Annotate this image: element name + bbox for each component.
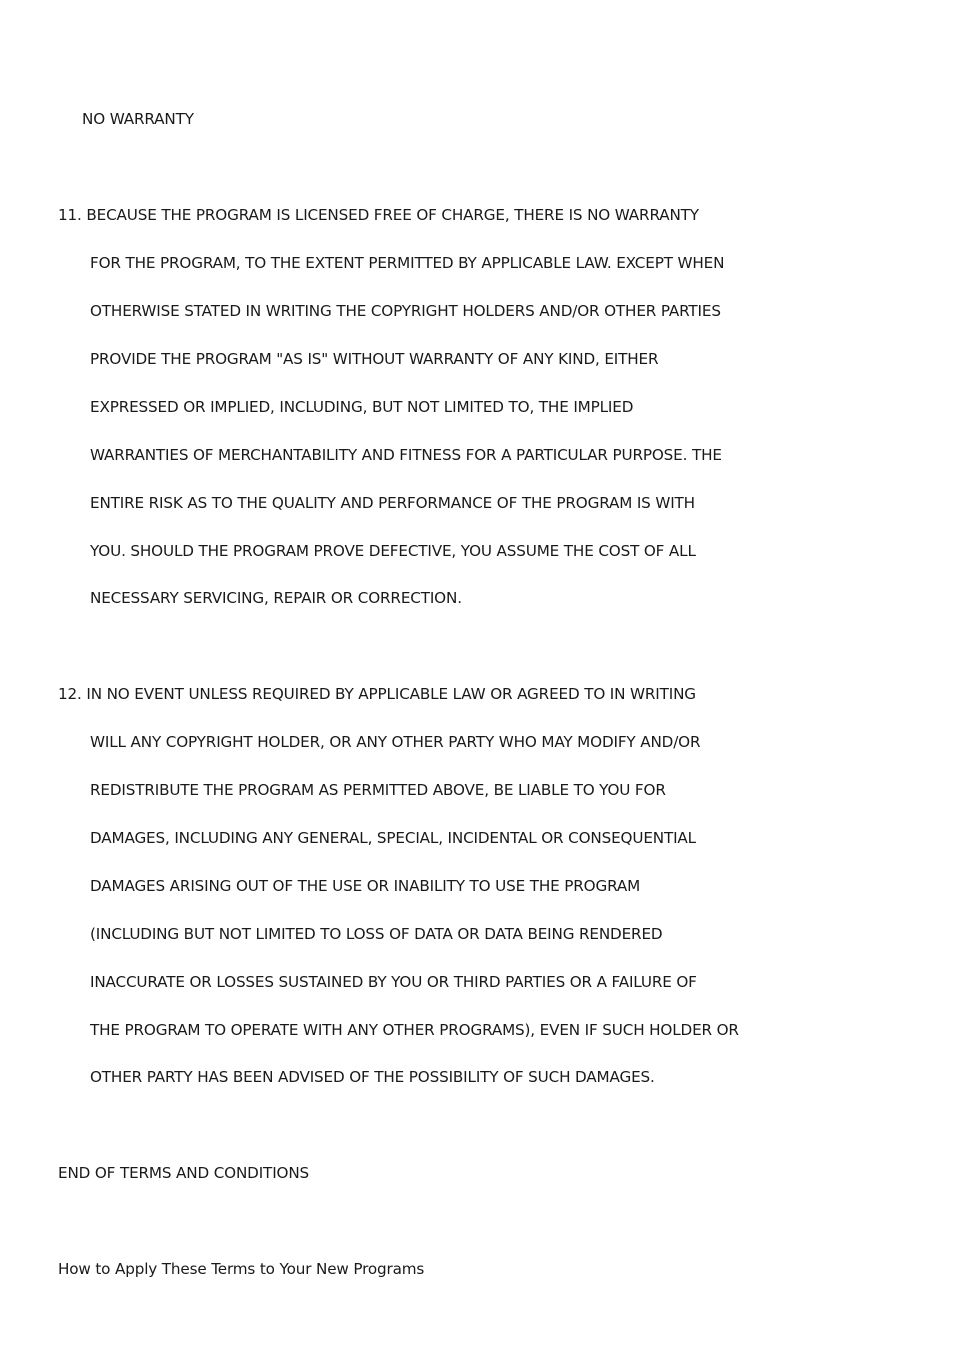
clause-12-line: INACCURATE OR LOSSES SUSTAINED BY YOU OR THIRD PARTIES OR A FAILURE OF [90,973,697,991]
clause-12-line: WILL ANY COPYRIGHT HOLDER, OR ANY OTHER PARTY WHO MAY MODIFY AND/OR [90,733,701,751]
clause-11-line: FOR THE PROGRAM, TO THE EXTENT PERMITTED BY APPLICABLE LAW. EXCEPT WHEN [90,254,725,272]
clause-11-line: WARRANTIES OF MERCHANTABILITY AND FITNESS FOR A PARTICULAR PURPOSE. THE [90,446,722,464]
clause-11-first-line: 11. BECAUSE THE PROGRAM IS LICENSED FREE OF CHARGE, THERE IS NO WARRANTY [58,206,699,224]
clause-12-line: (INCLUDING BUT NOT LIMITED TO LOSS OF DATA OR DATA BEING RENDERED [90,925,663,943]
clause-11-line: EXPRESSED OR IMPLIED, INCLUDING, BUT NOT LIMITED TO, THE IMPLIED [90,398,634,416]
clause-12-line: THE PROGRAM TO OPERATE WITH ANY OTHER PROGRAMS), EVEN IF SUCH HOLDER OR [90,1021,739,1039]
end-of-terms: END OF TERMS AND CONDITIONS [58,1164,310,1182]
clause-11-line: ENTIRE RISK AS TO THE QUALITY AND PERFORMANCE OF THE PROGRAM IS WITH [90,494,695,512]
clause-11-line: PROVIDE THE PROGRAM "AS IS" WITHOUT WARRANTY OF ANY KIND, EITHER [90,350,659,368]
clause-12-line: DAMAGES, INCLUDING ANY GENERAL, SPECIAL, INCIDENTAL OR CONSEQUENTIAL [90,829,696,847]
clause-11-line: YOU. SHOULD THE PROGRAM PROVE DEFECTIVE, YOU ASSUME THE COST OF ALL [90,542,696,560]
clause-12-first-line: 12. IN NO EVENT UNLESS REQUIRED BY APPLICABLE LAW OR AGREED TO IN WRITING [58,685,696,703]
clause-12-line: REDISTRIBUTE THE PROGRAM AS PERMITTED ABOVE, BE LIABLE TO YOU FOR [90,781,666,799]
clause-12-line: DAMAGES ARISING OUT OF THE USE OR INABILITY TO USE THE PROGRAM [90,877,641,895]
how-to-apply-heading: How to Apply These Terms to Your New Programs [58,1260,425,1278]
clause-11-line: NECESSARY SERVICING, REPAIR OR CORRECTION. [90,589,462,607]
clause-11-line: OTHERWISE STATED IN WRITING THE COPYRIGHT HOLDERS AND/OR OTHER PARTIES [90,302,721,320]
clause-12-line: OTHER PARTY HAS BEEN ADVISED OF THE POSSIBILITY OF SUCH DAMAGES. [90,1068,655,1086]
section-heading: NO WARRANTY [82,110,194,128]
